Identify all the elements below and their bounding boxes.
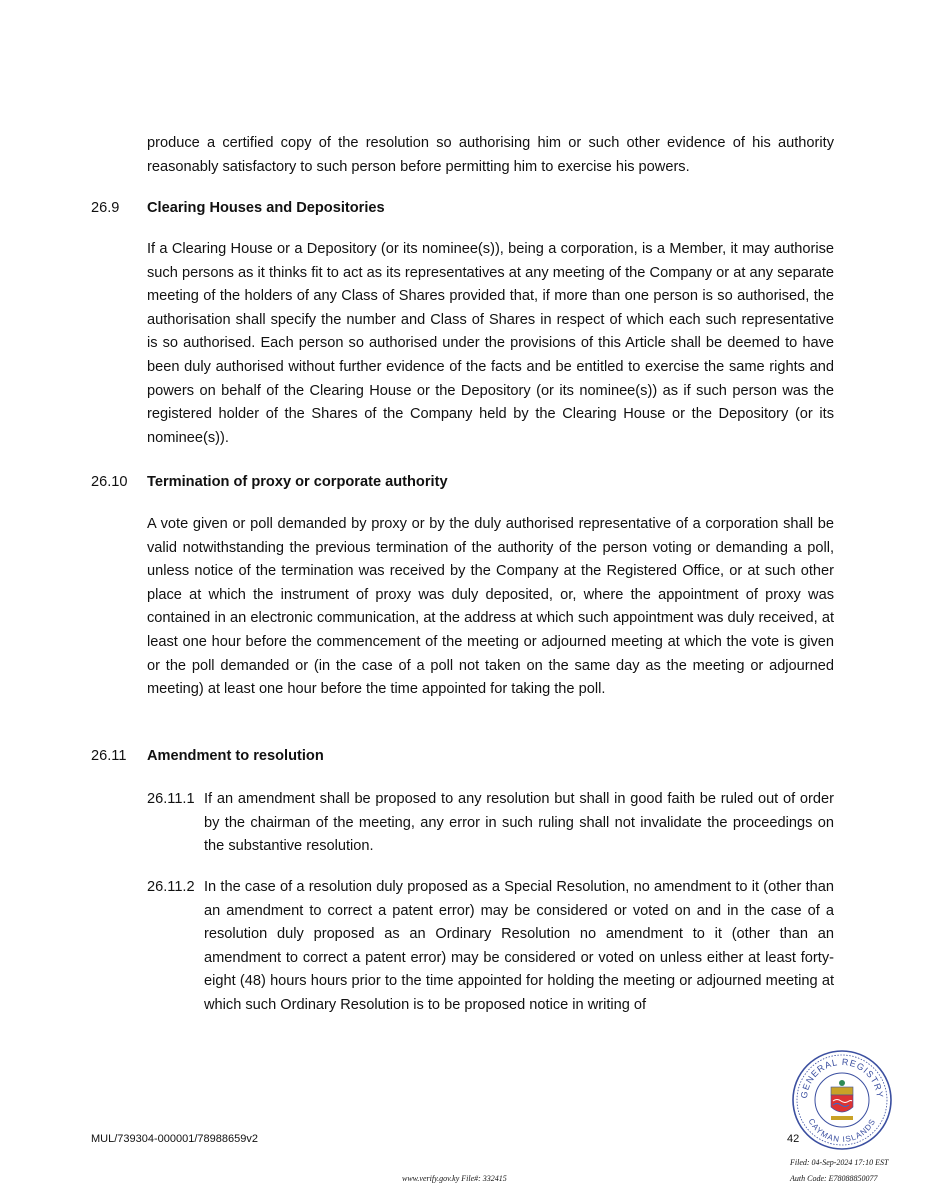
- general-registry-seal-icon: [791, 1049, 893, 1151]
- subsection-text-26-11-1: If an amendment shall be proposed to any resolution but shall in good faith be ruled out of order by the chairman of the meeting, any error in such ruling shall not invalidate the proceedings on the substantive resolution.: [204, 791, 834, 855]
- document-reference: MUL/739304-000001/78988659v2: [91, 1133, 258, 1145]
- seal-top-text: GENERAL REGISTRY: [798, 1056, 886, 1099]
- subsection-number-26-11-2: 26.11.2: [147, 879, 195, 895]
- svg-text:CAYMAN ISLANDS: [807, 1117, 878, 1144]
- filed-stamp: Filed: 04-Sep-2024 17:10 EST: [790, 1158, 889, 1167]
- auth-code: Auth Code: E78088850077: [790, 1174, 878, 1183]
- section-number-26-9: 26.9: [91, 200, 120, 216]
- section-number-26-10: 26.10: [91, 474, 128, 490]
- section-title-amendment: Amendment to resolution: [147, 748, 324, 764]
- section-number-26-11: 26.11: [91, 748, 127, 764]
- page-number: 42: [787, 1133, 800, 1145]
- subsection-text-26-11-2: In the case of a resolution duly proposed as a Special Resolution, no amendment to it (other than an amendment to correct a patent error) may be considered or voted on and in the case of a resolution duly proposed as an Ordinary Resolution no amendment to it (other than an amendment to correct a patent error) may be considered or voted on unless either at least forty-eight (48) hours hours prior to the time appointed for holding the meeting or adjourned meeting at which such Ordinary Resolution is to be proposed notice in writing of: [204, 879, 834, 1013]
- section-title-clearing-houses: Clearing Houses and Depositories: [147, 200, 385, 216]
- section-title-termination: Termination of proxy or corporate authority: [147, 474, 448, 490]
- verify-url: www.verify.gov.ky File#: 332415: [402, 1174, 507, 1183]
- seal-bottom-text: CAYMAN ISLANDS: [806, 1117, 878, 1145]
- section-text-26-10: A vote given or poll demanded by proxy or by the duly authorised representative of a corporation shall be valid notwithstanding the previous termination of the authority of the person voting or demanding a poll, unless notice of the termination was received by the Company at the Registered Office, or at such other place at which the instrument of proxy was duly deposited, or, where the appointment of proxy was contained in an electronic communication, at the address at which such appointment was duly received, at least one hour before the commencement of the meeting or adjourned meeting at which the vote is given or the poll demanded or (in the case of a poll not taken on the same day as the meeting or adjourned meeting) at least one hour before the time appointed for taking the poll.: [147, 516, 834, 698]
- intro-paragraph: produce a certified copy of the resolution so authorising him or such other evidence of his authority reasonably satisfactory to such person before permitting him to exercise his powers.: [147, 135, 834, 175]
- section-text-26-9: If a Clearing House or a Depository (or its nominee(s)), being a corporation, is a Member, it may authorise such persons as it thinks fit to act as its representatives at any meeting of the Company or at any separate meeting of the holders of any Class of Shares provided that, if more than one person is so authorised, the authorisation shall specify the number and Class of Shares in respect of which each such representative is so authorised. Each person so authorised under the provisions of this Article shall be deemed to have been duly authorised without further evidence of the facts and be entitled to exercise the same rights and powers on behalf of the Clearing House or the Depository (or its nominee(s)) as if such person was the registered holder of the Shares of the Company held by the Clearing House or the Depository (or its nominee(s)).: [147, 241, 834, 446]
- subsection-number-26-11-1: 26.11.1: [147, 791, 195, 807]
